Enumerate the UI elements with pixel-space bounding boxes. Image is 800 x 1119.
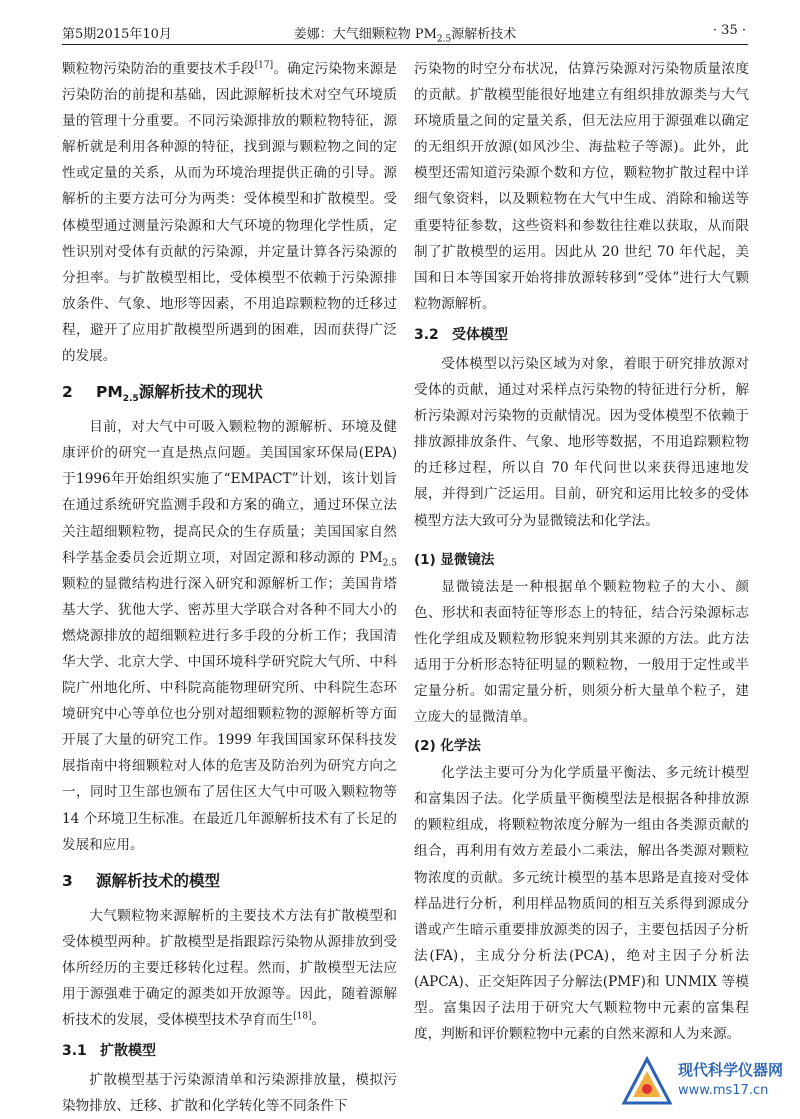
paragraph: 目前，对大气中可吸入颗粒物的源解析、环境及健康评价的研究一直是热点问题。美国国家环保局(EPA)于1996年开始组织实施了“EMPACT”计划，该计划旨在通过系统研究监测手段和方案的确立，通过环保立法关注超细颗粒物，提高民众的生存质量；美国国家自然科学基金委员会近期立项，对固定源和移动源的 $PM_{2.5}$颗粒的显微结构进行深入研究和源解析工作；美国肯塔基大学、犹他大学、密苏里大学联合对各种不同大小的燃烧源排放的超细颗粒进行多手段的分析工作；我国清华大学、北京大学、中国环境科学研究院大气所、中科院广州地化所、中科院高能物理研究所、中科院生态环境研究中心等单位也分别对超细颗粒物的源解析等方面开展了大量的研究工作。1999 年我国国家环保科技发展指南中将细颗粒对人体的危害及防治列为研究方向之一，同时卫生部也颁布了居住区大气中可吸入颗粒物等 14 个环境卫生标准。在最近几年源解析技术有了长足的发展和应用。 [62, 419, 397, 853]
right-column [414, 56, 749, 1047]
paragraph: 颗粒物污染防治的重要技术手段[17]。确定污染物来源是污染防治的前提和基础，因此源解析技术对空气环境质量的管理十分重要。不同污染源排放的颗粒物特征，源解析就是利用各种源的特征，找到源与颗粒物之间的定性或定量的关系，从而为环境治理提供正确的引导。源解析的主要方法可分为两类：受体模型和扩散模型。受体模型通过测量污染源和大气环境的物理化学性质，定性识别对受体有贡献的污染源，并定量计算各污染源的分担率。与扩散模型相比，受体模型不依赖于污染源排放条件、气象、地形等因素，不用追踪颗粒物的迁移过程，避开了应用扩散模型所遇到的困难，因而获得广泛的发展。 [62, 60, 398, 365]
running-title: 姜娜：大气细颗粒物 $PM_{2.5}$源解析技术 [293, 27, 517, 45]
watermark-url: www.ms17.cn [678, 1083, 769, 1098]
subsection-heading-3-2: 3.2 受体模型 [414, 326, 508, 343]
paragraph: 化学法主要可分为化学质量平衡法、多元统计模型和富集因子法。化学质量平衡模型法是根据各种排放源的颗粒组成，将颗粒物浓度分解为一组由各类源贡献的组合，再利用有效方差最小二乘法，解出各类源对颗粒物浓度的贡献。多元统计模型的基本思路是直接对受体样品进行分析，利用样品物质间的相互关系得到源成分谱或产生暗示重要排放源类的因子，主要包括因子分析法(FA)，主成分分析法(PCA)，绝对主因子分析法(APCA)、正交矩阵因子分解法(PMF)和 UNMIX 等模型。富集因子法用于研究大气颗粒物中元素的富集程度，判断和评价颗粒物中元素的自然来源和人为来源。 [414, 765, 749, 1043]
watermark-title: 现代科学仪器网 [678, 1061, 784, 1079]
left-column [62, 56, 397, 1119]
citation: [17] [254, 60, 274, 71]
citation: [18] [293, 1011, 312, 1022]
site-watermark [620, 1055, 792, 1109]
paragraph: 显微镜法是一种根据单个颗粒物粒子的大小、颜色、形状和表面特征等形态上的特征，结合污染源标志性化学组成及颗粒物形貌来判别其来源的方法。此方法适用于分析形态特征明显的颗粒物，一般用于定性或半定量分析。如需定量分析，则须分析大量单个粒子，建立庞大的显微清单。 [414, 578, 749, 726]
page-number: · 35 · [712, 23, 746, 38]
issue-date: 第5期2015年10月 [62, 27, 172, 42]
method-heading-microscopy: (1) 显微镜法 [414, 551, 495, 568]
paragraph: 大气颗粒物来源解析的主要技术方法有扩散模型和受体模型两种。扩散模型是指跟踪污染物从源排放到受体所经历的主要迁移转化过程。然而，扩散模型无法应用于源强难于确定的源类如开放源等。因此，随着源解析技术的发展，受体模型技术孕育而生[18]。 [62, 907, 397, 1029]
section-heading-3: 3 源解析技术的模型 [62, 871, 221, 890]
running-header [62, 18, 748, 45]
paragraph: 扩散模型基于污染源清单和污染源排放量，模拟污染物排放、迁移、扩散和化学转化等不同条件下 [62, 1072, 397, 1115]
paragraph: 受体模型以污染区域为对象，着眼于研究排放源对受体的贡献，通过对采样点污染物的特征进行分析，解析污染源对污染物的贡献情况。因为受体模型不依赖于排放源排放条件、气象、地形等数据，不用追踪颗粒物的迁移过程，所以自 70 年代问世以来获得迅速地发展，并得到广泛运用。目前，研究和运用比较多的受体模型方法大致可分为显微镜法和化学法。 [414, 355, 749, 529]
method-heading-chemical: (2) 化学法 [414, 738, 481, 755]
subsection-heading-3-1: 3.1 扩散模型 [62, 1043, 156, 1060]
section-heading-2: 2 $PM_{2.5}$源解析技术的现状 [62, 383, 263, 405]
paragraph: 污染物的时空分布状况，估算污染源对污染物质量浓度的贡献。扩散模型能很好地建立有组织排放源类与大气环境质量之间的定量关系，但无法应用于源强难以确定的无组织开放源(如风沙尘、海盐粒子等源)。此外，此模型还需知道污染源个数和方位，颗粒物扩散过程中详细气象资料，以及颗粒物在大气中生成、消除和输送等重要特征参数，这些资料和参数往往难以获取，从而限制了扩散模型的运用。因此从 20 世纪 70 年代起，美国和日本等国家开始将排放源转移到“受体”进行大气颗粒物源解析。 [414, 61, 749, 312]
logo-icon [620, 1055, 674, 1109]
